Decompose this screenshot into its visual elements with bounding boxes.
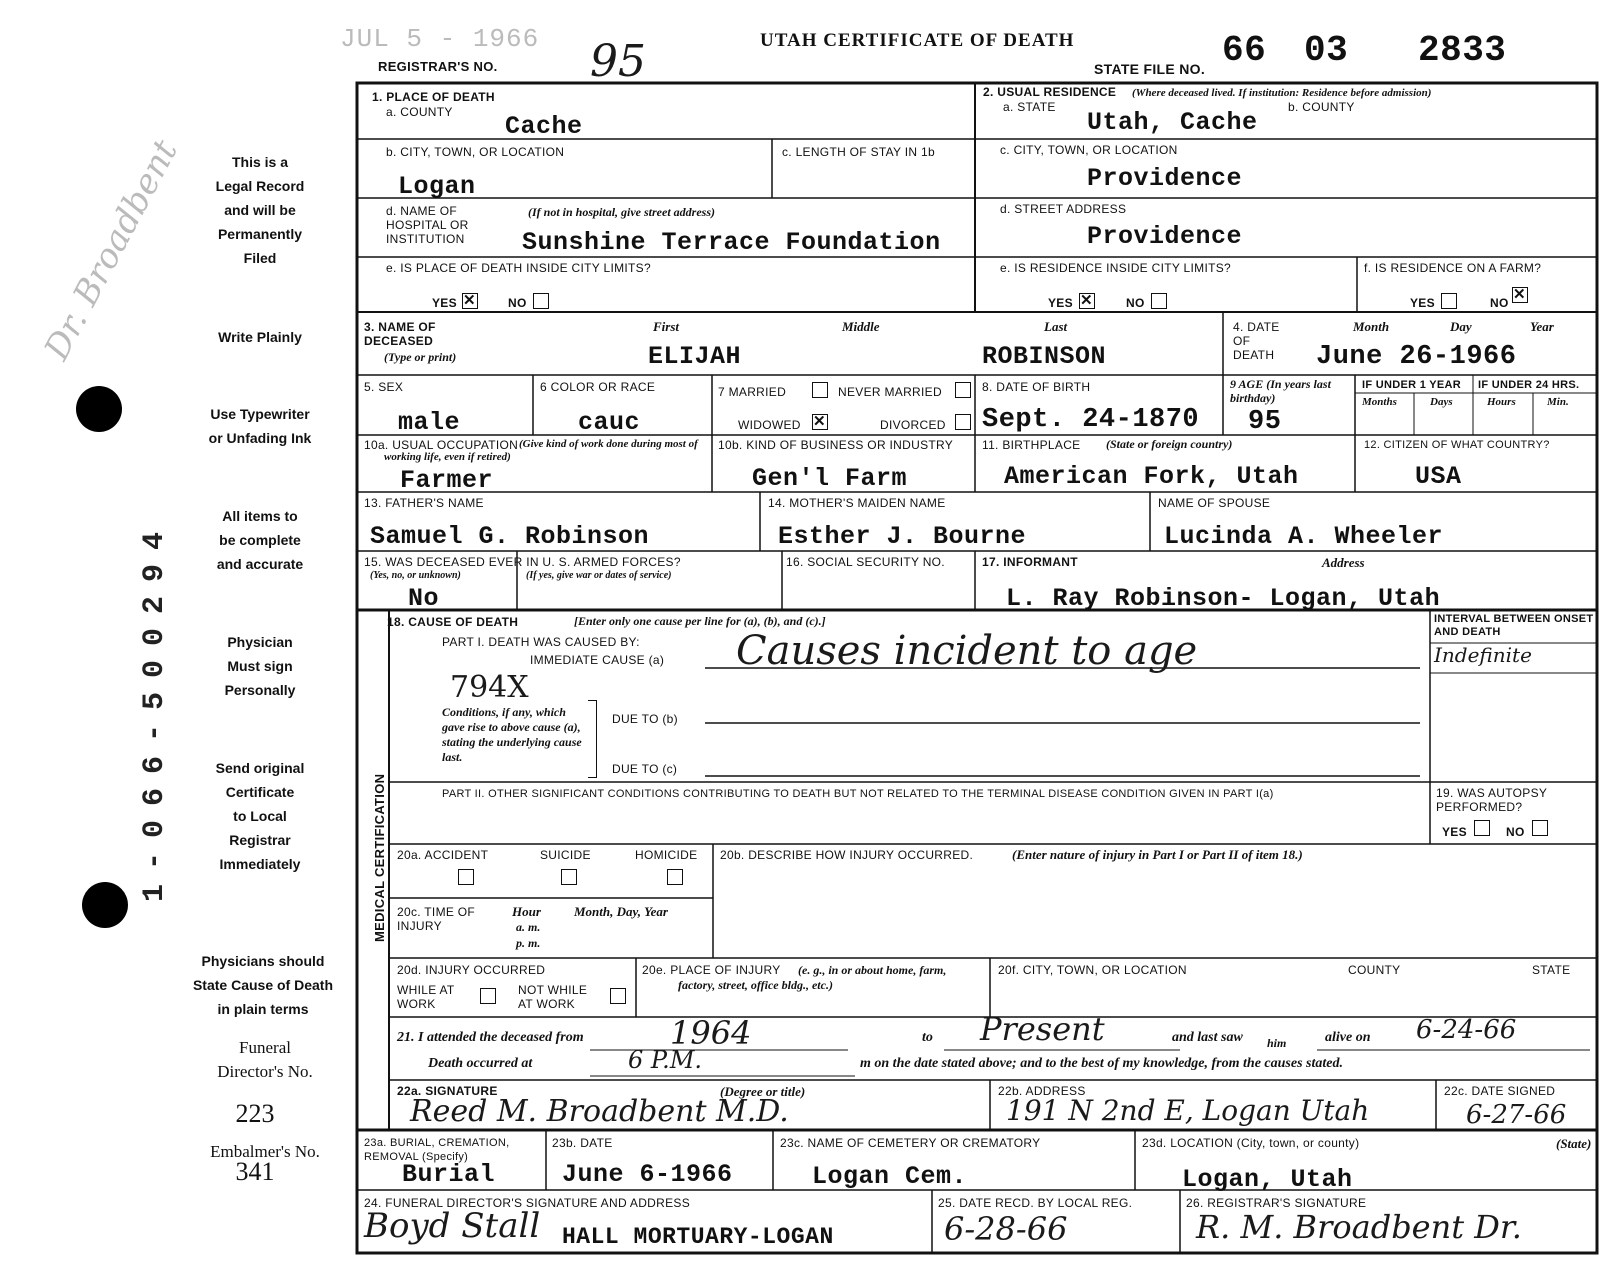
punch-hole-bottom (82, 882, 128, 928)
injury-desc-label: 20b. DESCRIBE HOW INJURY OCCURRED. (720, 848, 974, 862)
write-plainly-note: Write Plainly (218, 329, 302, 345)
hospital-name: Sunshine Terrace Foundation (522, 228, 941, 257)
hours-label: Hours (1487, 396, 1516, 408)
autopsy-no-checkbox[interactable] (1532, 820, 1548, 836)
widowed-label: WIDOWED (738, 418, 801, 432)
embalmer-label: Embalmer's No. (210, 1142, 320, 1161)
residence-limits-label: e. IS RESIDENCE INSIDE CITY LIMITS? (1000, 261, 1231, 275)
sex-value: male (398, 408, 461, 437)
married-checkbox[interactable] (812, 382, 828, 398)
last-saw-text: and last saw (1172, 1030, 1243, 1045)
birthplace-note: (State or foreign country) (1106, 437, 1233, 451)
farm-yes-label: YES (1410, 296, 1435, 310)
attended-text: 21. I attended the deceased from (397, 1030, 584, 1045)
middle-name-label: Middle (842, 319, 880, 334)
conditions-note: Conditions, if any, which gave rise to above cause (a), stating the underlying cause last. (442, 705, 582, 764)
date-recd-value: 6-28-66 (944, 1210, 1068, 1248)
alive-on-label: alive on (1325, 1030, 1371, 1045)
cause-note: [Enter only one cause per line for (a), (b), and (c).] (574, 614, 826, 628)
death-limits-yes-label: YES (432, 296, 457, 310)
hour-label: Hour (512, 904, 541, 919)
business-label: 10b. KIND OF BUSINESS OR INDUSTRY (718, 438, 954, 452)
res-limits-yes-label: YES (1048, 296, 1073, 310)
injury-city-label: 20f. CITY, TOWN, OR LOCATION (998, 963, 1187, 977)
occupation-label: 10a. USUAL OCCUPATION (364, 438, 519, 452)
death-county: Cache (505, 112, 583, 141)
attended-to-label: to (922, 1030, 933, 1045)
pm-label: p. m. (516, 936, 541, 950)
registrar-signature: R. M. Broadbent Dr. (1196, 1208, 1522, 1246)
date-of-birth: Sept. 24-1870 (982, 405, 1200, 435)
days-label: Days (1430, 396, 1453, 408)
burial-date: June 6-1966 (562, 1160, 733, 1189)
am-label: a. m. (516, 920, 541, 934)
while-at-work-label: WHILE AT WORK (397, 983, 455, 1011)
farm-no-checkbox[interactable] (1512, 287, 1528, 303)
registrar-sig-label: 26. REGISTRAR'S SIGNATURE (1186, 1196, 1367, 1210)
injury-state-label: STATE (1532, 963, 1571, 977)
race-label: 6 COLOR OR RACE (540, 380, 656, 394)
county-label: a. COUNTY (386, 105, 453, 119)
place-of-injury-note: (e. g., in or about home, farm, factory, street, office bldg., etc.) (678, 963, 947, 992)
burial-state-label: (State) (1556, 1136, 1592, 1151)
accident-label: 20a. ACCIDENT (397, 848, 489, 862)
mother-name: Esther J. Bourne (778, 522, 1027, 551)
age-value: 95 (1248, 407, 1282, 437)
title-main: CERTIFICATE OF DEATH (823, 30, 1075, 51)
cemetery-label: 23c. NAME OF CEMETERY OR CREMATORY (780, 1136, 1041, 1150)
armed-forces-value: No (408, 584, 440, 613)
armed-forces-note-2: (If yes, give war or dates of service) (526, 570, 672, 581)
under-24-label: IF UNDER 24 HRS. (1478, 379, 1580, 391)
autopsy-label: 19. WAS AUTOPSY PERFORMED? (1436, 786, 1547, 814)
homicide-label: HOMICIDE (635, 848, 698, 862)
burial-location: Logan, Utah (1182, 1165, 1353, 1194)
residence-city-label: c. CITY, TOWN, OR LOCATION (1000, 143, 1178, 157)
date-of-death: June 26-1966 (1316, 342, 1517, 372)
disposition-value: Burial (402, 1160, 496, 1189)
cemetery-name: Logan Cem. (812, 1162, 968, 1191)
injury-occurred-label: 20d. INJURY OCCURRED (397, 963, 546, 977)
death-limits-no-label: NO (508, 296, 527, 310)
place-of-injury-label: 20e. PLACE OF INJURY (642, 963, 781, 977)
father-label: 13. FATHER'S NAME (364, 496, 484, 510)
autopsy-yes-label: YES (1442, 825, 1467, 839)
res-limits-no-checkbox[interactable] (1151, 293, 1167, 309)
date-signed-label: 22c. DATE SIGNED (1444, 1084, 1556, 1098)
certificate-title (760, 30, 1074, 52)
send-original-note: Send original Certificate to Local Registrar Immediately (215, 760, 305, 872)
due-to-b-label: DUE TO (b) (612, 712, 678, 726)
last-name-label: Last (1044, 319, 1068, 334)
funeral-address: HALL MORTUARY-LOGAN (562, 1224, 834, 1250)
deceased-name-label: 3. NAME OF DECEASED (364, 320, 436, 348)
informant-address-label: Address (1322, 555, 1365, 570)
burial-date-label: 23b. DATE (552, 1136, 613, 1150)
death-limits-no-checkbox[interactable] (533, 293, 549, 309)
attended-from: 1964 (670, 1014, 752, 1052)
divorced-checkbox[interactable] (955, 414, 971, 430)
immediate-cause: Causes incident to age (736, 628, 1198, 674)
state-file-label: STATE FILE NO. (1094, 61, 1206, 77)
interval-value: Indefinite (1434, 643, 1532, 667)
divorced-label: DIVORCED (880, 418, 946, 432)
state-file-part2: 03 (1304, 30, 1349, 71)
title-prefix: UTAH (760, 30, 818, 51)
residence-label: 2. USUAL RESIDENCE (983, 85, 1117, 99)
part1-label: PART I. DEATH WAS CAUSED BY: (442, 635, 640, 649)
due-to-c-label: DUE TO (c) (612, 762, 678, 776)
type-print-note: (Type or print) (384, 350, 457, 364)
physician-address: 191 N 2nd E, Logan Utah (1006, 1094, 1370, 1127)
conditions-bracket (588, 700, 597, 778)
date-recd-label: 25. DATE RECD. BY LOCAL REG. (938, 1196, 1133, 1210)
min-label: Min. (1547, 396, 1569, 408)
registrar-no-label: REGISTRAR'S NO. (378, 59, 498, 74)
attended-to: Present (980, 1010, 1105, 1048)
never-married-checkbox[interactable] (955, 382, 971, 398)
informant-label: 17. INFORMANT (982, 555, 1078, 569)
birthplace-label: 11. BIRTHPLACE (982, 438, 1081, 452)
farm-yes-checkbox[interactable] (1441, 293, 1457, 309)
immediate-cause-label: IMMEDIATE CAUSE (a) (530, 653, 665, 667)
part2-label: PART II. OTHER SIGNIFICANT CONDITIONS CONTRIBUTING TO DEATH BUT NOT RELATED TO THE TERMINAL DISEASE CONDITION GIVEN IN PART I(a) (442, 788, 1274, 800)
inside-limits-label: e. IS PLACE OF DEATH INSIDE CITY LIMITS? (386, 261, 651, 275)
funeral-director-number: 223 (235, 1099, 275, 1128)
medical-certification-label: MEDICAL CERTIFICATION (372, 773, 387, 942)
married-label: 7 MARRIED (718, 385, 787, 399)
autopsy-no-label: NO (1506, 825, 1525, 839)
date-signed: 6-27-66 (1466, 1100, 1567, 1130)
physician-sign-note: Physician Must sign Personally (224, 634, 296, 698)
homicide-checkbox[interactable] (667, 869, 683, 885)
suicide-checkbox[interactable] (561, 869, 577, 885)
time-of-injury-label: 20c. TIME OF INJURY (397, 905, 476, 933)
suicide-label: SUICIDE (540, 848, 591, 862)
dob-label: 8. DATE OF BIRTH (982, 380, 1091, 394)
month-day-year-label: Month, Day, Year (574, 904, 668, 919)
last-name: ROBINSON (982, 342, 1107, 371)
funeral-director-sig-label: 24. FUNERAL DIRECTOR'S SIGNATURE AND ADDRESS (364, 1196, 691, 1210)
residence-state-county: Utah, Cache (1087, 108, 1258, 137)
occupation-note: (Give kind of work done during most of working life, even if retired) (384, 438, 698, 463)
accident-checkbox[interactable] (458, 869, 474, 885)
degree-label: (Degree or title) (720, 1084, 806, 1099)
res-limits-no-label: NO (1126, 296, 1145, 310)
length-of-stay-label: c. LENGTH OF STAY IN 1b (782, 145, 935, 159)
cause-code: 794X (450, 670, 529, 705)
while-at-work-checkbox[interactable] (480, 988, 496, 1004)
death-limits-yes-checkbox[interactable] (462, 293, 478, 309)
death-occurred-rest: m on the date stated above; and to the best of my knowledge, from the causes stated. (860, 1056, 1343, 1071)
received-stamp: JUL 5 - 1966 (340, 24, 540, 54)
farm-label: f. IS RESIDENCE ON A FARM? (1364, 261, 1542, 275)
burial-location-label: 23d. LOCATION (City, town, or county) (1142, 1136, 1360, 1150)
interval-label: INTERVAL BETWEEN ONSET AND DEATH (1434, 613, 1594, 638)
death-occurred-text: Death occurred at (428, 1056, 533, 1071)
death-city: Logan (398, 172, 476, 201)
farm-no-label: NO (1490, 296, 1509, 310)
year-label: Year (1530, 319, 1554, 334)
registrar-no-value: 95 (590, 36, 646, 87)
date-of-death-label: 4. DATE OF DEATH (1233, 320, 1280, 362)
birthplace-value: American Fork, Utah (1004, 462, 1299, 491)
cause-of-death-label: 18. CAUSE OF DEATH (387, 615, 519, 629)
mother-label: 14. MOTHER'S MAIDEN NAME (768, 496, 946, 510)
residence-city: Providence (1087, 164, 1243, 193)
not-while-at-work-checkbox[interactable] (610, 988, 626, 1004)
funeral-director-signature: Boyd Stall (364, 1206, 541, 1246)
citizen-value: USA (1415, 462, 1462, 491)
ssn-label: 16. SOCIAL SECURITY NO. (786, 555, 945, 569)
city-label: b. CITY, TOWN, OR LOCATION (386, 145, 565, 159)
informant-value: L. Ray Robinson- Logan, Utah (1006, 584, 1441, 613)
citizen-label: 12. CITIZEN OF WHAT COUNTRY? (1364, 439, 1550, 451)
armed-forces-label: 15. WAS DECEASED EVER IN U. S. ARMED FORCES? (364, 555, 681, 569)
business-value: Gen'l Farm (752, 464, 908, 493)
injury-desc-note: (Enter nature of injury in Part I or Part II of item 18.) (1012, 847, 1303, 862)
hospital-label: d. NAME OF HOSPITAL OR INSTITUTION (386, 204, 469, 246)
residence-note: (Where deceased lived. If institution: Residence before admission) (1132, 87, 1432, 99)
residence-county-label: b. COUNTY (1288, 100, 1355, 114)
age-label: 9 AGE (In years last birthday) (1230, 377, 1331, 405)
typewriter-note: Use Typewriter or Unfading Ink (208, 406, 312, 446)
armed-forces-note-1: (Yes, no, or unknown) (370, 570, 461, 581)
residence-state-label: a. STATE (1003, 100, 1056, 114)
state-file-part3: 2833 (1418, 30, 1507, 71)
disposition-label: 23a. BURIAL, CREMATION, REMOVAL (Specify) (364, 1137, 510, 1163)
day-label: Day (1450, 319, 1472, 334)
race-value: cauc (578, 408, 641, 437)
complete-accurate-note: All items to be complete and accurate (216, 508, 304, 572)
death-time: 6 P.M. (628, 1046, 703, 1074)
legal-record-note: This is a Legal Record and will be Permanently Filed (215, 154, 305, 266)
street-address-label: d. STREET ADDRESS (1000, 202, 1127, 216)
physician-address-label: 22b. ADDRESS (998, 1084, 1086, 1098)
first-name: ELIJAH (648, 342, 742, 371)
occupation-value: Farmer (400, 466, 494, 495)
under-year-label: IF UNDER 1 YEAR (1362, 379, 1462, 391)
state-file-part1: 66 (1222, 30, 1267, 71)
residence-street: Providence (1087, 222, 1243, 251)
month-label: Month (1353, 319, 1390, 334)
vertical-serial-number: 1-066-500294 (138, 517, 172, 902)
father-name: Samuel G. Robinson (370, 522, 650, 551)
funeral-director-label: Funeral Director's No. (217, 1038, 313, 1081)
physician-signature: Reed M. Broadbent M.D. (410, 1094, 789, 1129)
margin-note: Dr. Broadbent (36, 133, 186, 367)
injury-county-label: COUNTY (1348, 963, 1401, 977)
first-name-label: First (653, 319, 680, 334)
last-saw-date: 6-24-66 (1416, 1015, 1517, 1045)
embalmer-number: 341 (235, 1157, 275, 1186)
hospital-note: (If not in hospital, give street address) (528, 205, 716, 219)
widowed-checkbox[interactable] (812, 414, 828, 430)
signature-label: 22a. SIGNATURE (397, 1084, 498, 1098)
months-label: Months (1362, 396, 1397, 408)
never-married-label: NEVER MARRIED (838, 385, 942, 399)
place-of-death-label: 1. PLACE OF DEATH (372, 90, 495, 104)
him-label: him (1267, 1036, 1287, 1050)
physicians-should-note: Physicians should State Cause of Death in plain terms (192, 953, 334, 1017)
autopsy-yes-checkbox[interactable] (1474, 820, 1490, 836)
spouse-label: NAME OF SPOUSE (1158, 496, 1271, 510)
res-limits-yes-checkbox[interactable] (1079, 293, 1095, 309)
not-while-at-work-label: NOT WHILE AT WORK (518, 983, 588, 1011)
punch-hole-top (76, 386, 122, 432)
sex-label: 5. SEX (364, 380, 404, 394)
spouse-name: Lucinda A. Wheeler (1164, 522, 1444, 551)
